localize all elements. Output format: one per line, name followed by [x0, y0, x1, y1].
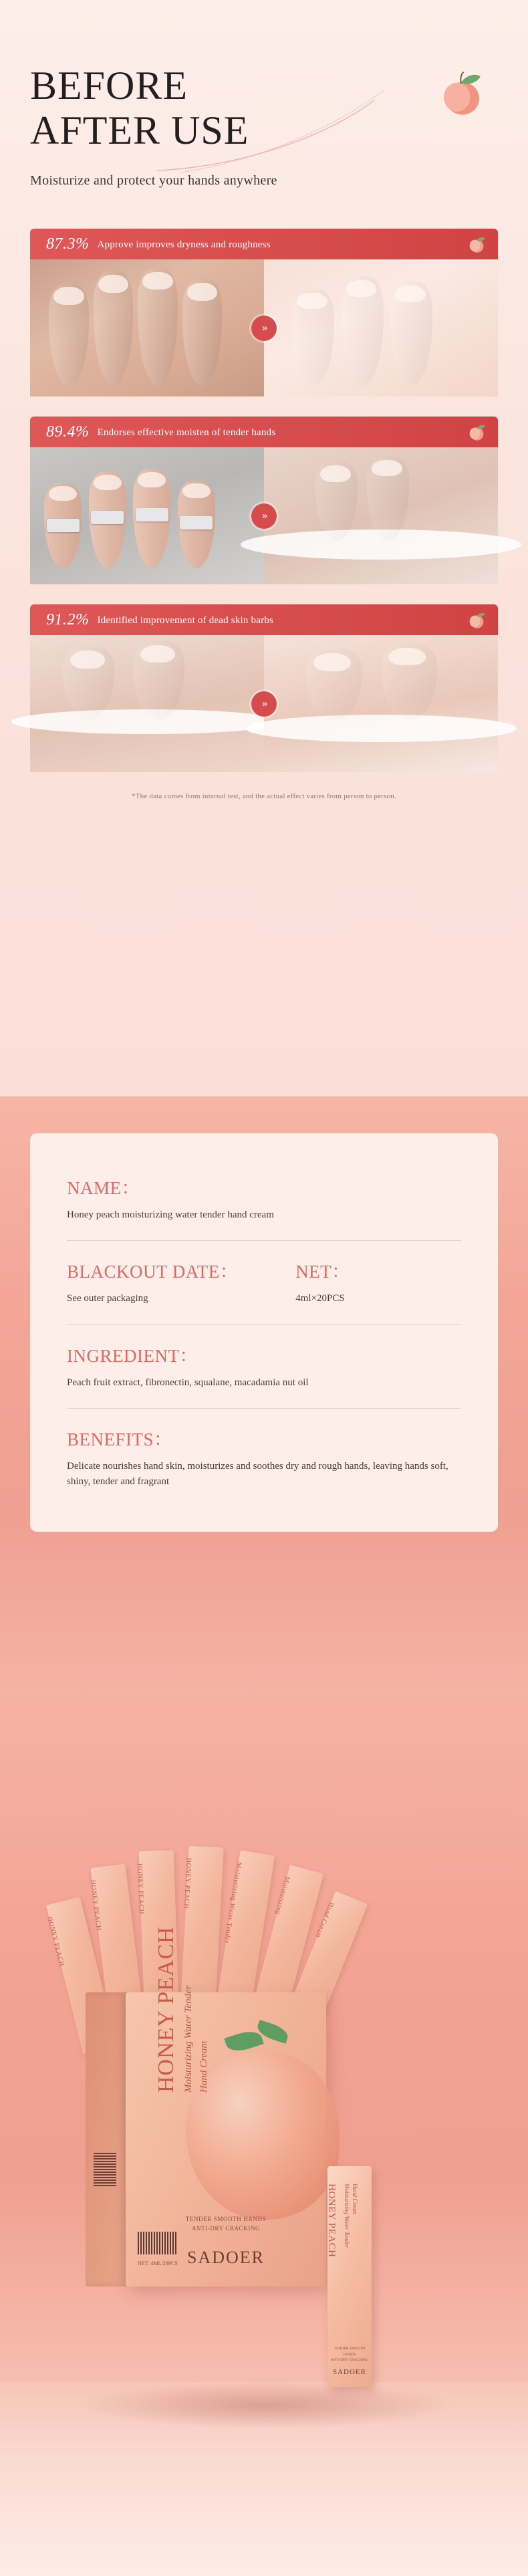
comparison-percent-3: 91.2%: [46, 610, 90, 628]
info-ingredient-block: [67, 1341, 461, 1391]
info-blackout-label: BLACKOUT DATE：: [67, 1262, 239, 1282]
divider: [67, 1324, 461, 1325]
product-info-section: [0, 1096, 528, 1698]
footnote: *The data comes from internal test, and the actual effect varies from person to person.: [132, 792, 396, 801]
sachet-subtitle-1: Moisturizing Water Tender: [344, 2184, 350, 2248]
info-blackout-value: See outer packaging: [67, 1293, 148, 1304]
comparison-item-1: [30, 229, 498, 396]
before-photo-2: [30, 447, 264, 584]
info-ingredient-value: Peach fruit extract, fibronectin, squalane, macadamia nut oil: [67, 1377, 309, 1388]
peach-icon: [466, 421, 487, 443]
sachet-brand: SADOER: [332, 2368, 366, 2376]
sachet-footer-line1: TENDER SMOOTH HANDS: [334, 2347, 366, 2357]
comparison-bar-2: [30, 417, 498, 447]
before-photo-1: [30, 259, 264, 396]
sachet-footer: [327, 2346, 372, 2363]
after-photo-1: [264, 259, 498, 396]
product-box-title: HONEY PEACH: [154, 1926, 178, 2093]
sachet-subtitle-2: Hand Cream: [352, 2184, 358, 2215]
product-box: [126, 1926, 326, 2287]
comparison-item-3: [30, 604, 498, 772]
info-net-value: 4ml×20PCS: [295, 1293, 345, 1304]
packshot-section: [0, 1698, 528, 2576]
product-box-footer-line1: TENDER SMOOTH HANDS: [185, 2216, 267, 2222]
after-photo-3: [264, 635, 498, 772]
comparison-list: [30, 229, 498, 800]
sachet-footer-line2: ANTI-DRY CRACKING: [330, 2357, 369, 2362]
divider: [67, 1240, 461, 1241]
product-box-title-group: [154, 1926, 210, 2093]
product-box-footer: [126, 2215, 326, 2233]
comparison-text-1: Approve improves dryness and roughness: [97, 239, 271, 251]
comparison-images-1: [30, 259, 498, 396]
product-box-side: [86, 1992, 127, 2287]
info-benefits-value: Delicate nourishes hand skin, moisturizes and soothes dry and rough hands, leaving hands soft, shiny, tender and fragrant: [67, 1460, 448, 1487]
product-box-subtitle-1: Moisturizing Water Tender: [183, 1985, 194, 2093]
leaf-icon: [224, 2027, 263, 2055]
barcode: [94, 2151, 116, 2186]
loose-sachet-label: Moisturizing Water Tender: [222, 1861, 243, 1944]
comparison-images-2: [30, 447, 498, 584]
comparison-text-3: Identified improvement of dead skin barbs: [97, 615, 274, 626]
comparison-arrow-2: »: [251, 503, 277, 529]
divider: [67, 1408, 461, 1409]
loose-sachet-label: HONEY PEACH: [45, 1915, 65, 1968]
page-title-line1: BEFORE: [30, 64, 188, 108]
info-name-label: NAME：: [67, 1178, 140, 1198]
info-ingredient-label: INGREDIENT：: [67, 1345, 198, 1366]
before-photo-3: [30, 635, 264, 772]
product-info-card: [30, 1133, 498, 1532]
product-box-footer-line2: ANTI-DRY CRACKING: [191, 2224, 261, 2232]
loose-sachet-label: HONEY PEACH: [182, 1857, 192, 1909]
info-name-value: Honey peach moisturizing water tender hand cream: [67, 1209, 274, 1220]
sachet-title: HONEY PEACH: [326, 2184, 337, 2258]
hero-section: [0, 0, 528, 1096]
comparison-percent-1: 87.3%: [46, 235, 90, 253]
page-subtitle: Moisturize and protect your hands anywhere: [30, 173, 277, 189]
net-weight-text: NET: 4ML/20PCS: [138, 2260, 178, 2266]
info-net-label: NET：: [295, 1262, 350, 1282]
peach-icon: [466, 233, 487, 255]
after-photo-2: [264, 447, 498, 584]
info-benefits-block: [67, 1425, 461, 1490]
loose-sachet-label: Hand Cream: [313, 1901, 336, 1940]
loose-sachet-label: HONEY PEACH: [88, 1879, 103, 1931]
comparison-images-3: [30, 635, 498, 772]
hero-header: [0, 0, 528, 189]
info-net-block: [295, 1257, 461, 1306]
comparison-bar-1: [30, 229, 498, 259]
comparison-item-2: [30, 417, 498, 584]
product-shadow: [80, 2382, 454, 2429]
brand-logo: SADOER: [186, 2248, 265, 2267]
info-name-block: [67, 1173, 461, 1223]
info-benefits-label: BENEFITS：: [67, 1429, 172, 1449]
comparison-arrow-3: »: [251, 691, 277, 717]
product-box-subtitle-2: Hand Cream: [199, 2040, 209, 2093]
product-sachet-front: [327, 2166, 372, 2387]
info-date-net-block: [67, 1257, 461, 1306]
loose-sachet-label: HONEY PEACH: [136, 1863, 145, 1915]
info-blackout-block: [67, 1257, 295, 1306]
loose-sachet-label: Moisturizing: [273, 1875, 291, 1916]
peach-icon: [466, 609, 487, 630]
comparison-percent-2: 89.4%: [46, 423, 90, 441]
page-title-line2: AFTER USE: [30, 108, 249, 153]
peach-icon: [431, 64, 491, 124]
comparison-bar-3: [30, 604, 498, 635]
comparison-text-2: Endorses effective moisten of tender hands: [97, 427, 276, 439]
comparison-arrow-1: »: [251, 316, 277, 341]
